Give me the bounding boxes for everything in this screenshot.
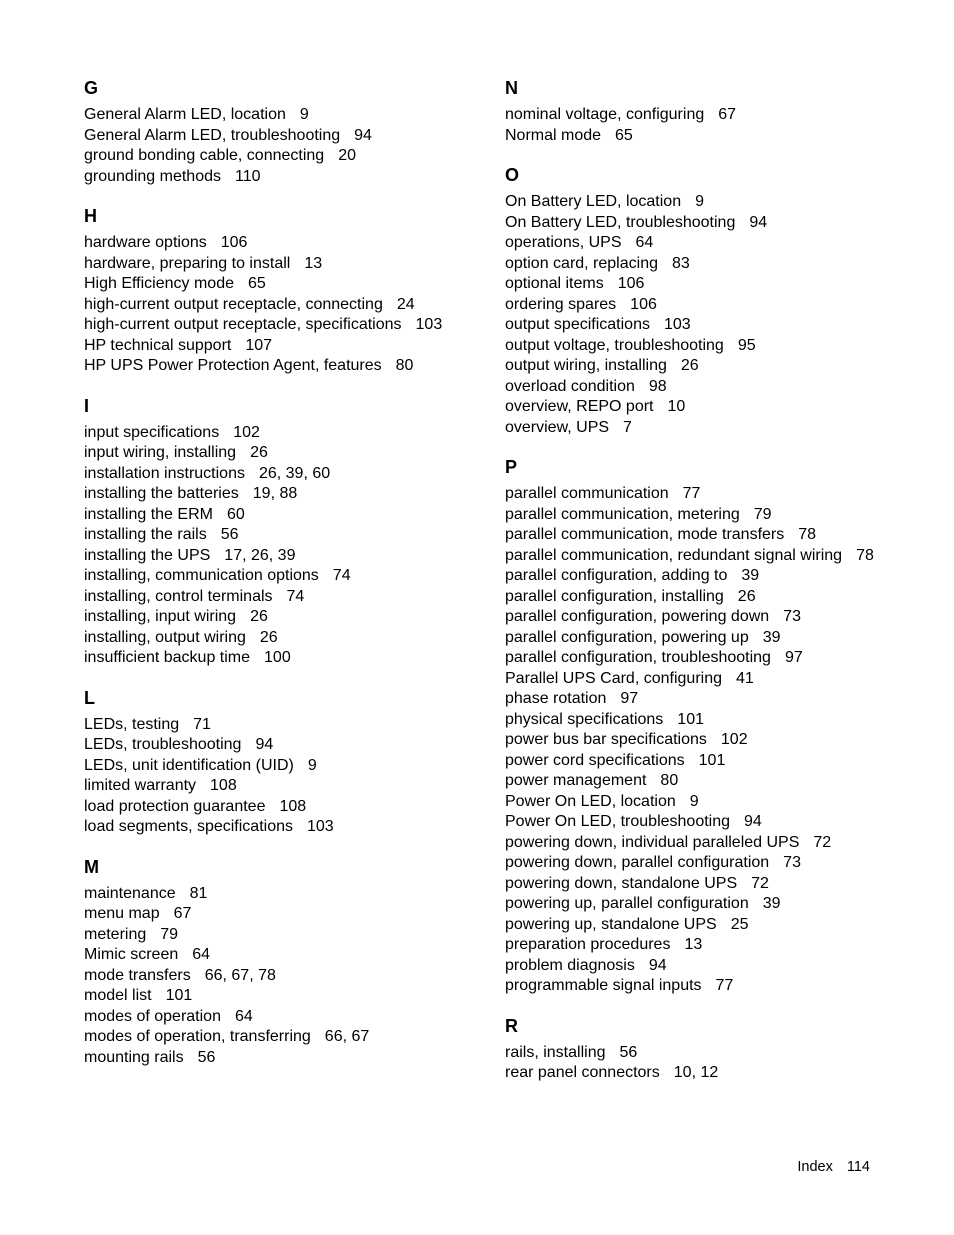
section-letter: M <box>84 856 99 877</box>
entry-pages-link[interactable]: 101 <box>165 987 193 1004</box>
entry-pages-link[interactable]: 107 <box>245 336 273 354</box>
entry-term: menu map <box>84 905 160 922</box>
index-column-left <box>84 74 504 1083</box>
entry-pages-link[interactable]: 72 <box>751 874 769 892</box>
index-entry <box>84 315 504 336</box>
entry-term: parallel communication, redundant signal wiring <box>505 546 843 564</box>
entry-pages-link[interactable]: 95 <box>737 336 756 354</box>
index-entry <box>505 315 925 336</box>
entry-pages-link[interactable]: 106 <box>630 295 657 313</box>
entry-term: parallel configuration, adding to <box>505 567 728 584</box>
entry-pages-link[interactable]: 26 <box>259 628 278 646</box>
entry-term: powering up, parallel configuration <box>505 895 749 912</box>
entry-pages-link[interactable]: 71 <box>193 715 211 733</box>
entry-pages-link[interactable]: 94 <box>354 126 372 144</box>
index-entry <box>84 797 504 818</box>
entry-term: modes of operation <box>84 1007 221 1025</box>
entry-term: modes of operation, transferring <box>84 1028 311 1045</box>
index-entry <box>505 525 925 546</box>
entry-term: high-current output receptacle, specifications <box>84 316 402 333</box>
entry-pages-link[interactable]: 73 <box>783 854 801 871</box>
entry-pages-link[interactable]: 17, 26, 39 <box>224 546 296 564</box>
index-entry <box>505 213 925 234</box>
section-letter: R <box>505 1015 518 1036</box>
entry-term: powering up, standalone UPS <box>505 915 717 933</box>
entry-pages-link[interactable]: 39 <box>762 895 781 912</box>
index-entry <box>84 776 504 797</box>
index-entry <box>84 986 504 1007</box>
index-entry <box>84 167 504 188</box>
index-entry <box>505 587 925 608</box>
index-entry <box>505 751 925 772</box>
entry-pages-link[interactable]: 26 <box>737 587 756 605</box>
entry-term: LEDs, testing <box>84 715 180 733</box>
index-section-r <box>505 1012 925 1084</box>
index-entry <box>505 295 925 316</box>
entry-term: limited warranty <box>84 777 197 794</box>
entry-term: rails, installing <box>505 1043 606 1061</box>
index-entry <box>84 233 504 254</box>
entry-term: mounting rails <box>84 1048 184 1066</box>
section-letter: H <box>84 206 97 226</box>
entry-term: HP technical support <box>84 336 232 354</box>
index-entry <box>505 566 925 587</box>
entry-pages-link[interactable]: 72 <box>813 833 832 851</box>
entry-pages-link[interactable]: 10, 12 <box>673 1064 719 1081</box>
index-entry <box>505 648 925 669</box>
index-entry <box>505 812 925 833</box>
entry-pages-link[interactable]: 39 <box>762 628 781 646</box>
entry-term: General Alarm LED, troubleshooting <box>84 126 341 144</box>
entry-pages-link[interactable]: 81 <box>189 884 208 902</box>
index-entry <box>84 464 504 485</box>
index-entry <box>505 233 925 254</box>
entry-pages-link[interactable]: 39 <box>741 567 760 584</box>
index-entry <box>505 628 925 649</box>
entry-pages-link[interactable]: 97 <box>784 649 803 666</box>
index-entry <box>84 274 504 295</box>
entry-pages-link[interactable]: 102 <box>233 423 260 441</box>
section-letter: L <box>84 687 95 708</box>
index-entry <box>84 126 504 147</box>
index-entry <box>84 336 504 357</box>
entry-pages-link[interactable]: 19, 88 <box>252 485 298 502</box>
index-entry <box>84 966 504 987</box>
entry-term: installing, control terminals <box>84 587 273 605</box>
entry-pages-link[interactable]: 77 <box>715 977 734 994</box>
index-entry <box>505 956 925 977</box>
index-entry <box>505 1063 925 1084</box>
entry-term: parallel configuration, powering up <box>505 628 749 646</box>
entry-pages-link[interactable]: 24 <box>396 295 415 313</box>
entry-pages-link[interactable]: 102 <box>720 731 748 748</box>
index-entry <box>84 925 504 946</box>
index-entry <box>84 1027 504 1048</box>
index-entry <box>84 146 504 167</box>
index-entry <box>505 274 925 295</box>
entry-pages-link[interactable]: 13 <box>684 936 703 953</box>
section-letter: I <box>84 395 90 416</box>
index-entry <box>505 356 925 377</box>
entry-pages-link[interactable]: 26, 39, 60 <box>258 464 331 482</box>
entry-pages-link[interactable]: 26 <box>680 357 699 374</box>
entry-term: maintenance <box>84 884 176 902</box>
entry-term: input wiring, installing <box>84 444 237 461</box>
entry-pages-link[interactable]: 20 <box>338 147 356 164</box>
index-section-h <box>84 202 504 377</box>
index-entry <box>84 356 504 377</box>
entry-pages-link[interactable]: 41 <box>736 669 754 687</box>
entry-term: physical specifications <box>505 710 664 728</box>
index-entry <box>505 730 925 751</box>
entry-term: parallel configuration, installing <box>505 587 724 605</box>
entry-term: phase rotation <box>505 690 607 707</box>
entry-pages-link[interactable]: 67 <box>718 106 737 123</box>
entry-pages-link[interactable]: 94 <box>648 956 667 974</box>
index-entry <box>505 607 925 628</box>
section-letter: N <box>505 78 518 98</box>
entry-term: installing the UPS <box>84 546 211 564</box>
entry-pages-link[interactable]: 97 <box>620 690 639 707</box>
entry-term: load protection guarantee <box>84 797 266 815</box>
entry-pages-link[interactable]: 94 <box>255 736 274 753</box>
entry-pages-link[interactable]: 7 <box>623 418 632 436</box>
entry-pages-link[interactable]: 10 <box>667 398 686 415</box>
index-entry <box>505 935 925 956</box>
entry-term: optional items <box>505 275 604 292</box>
entry-pages-link[interactable]: 103 <box>663 316 691 333</box>
entry-pages-link[interactable]: 74 <box>332 567 351 584</box>
entry-term: metering <box>84 925 147 943</box>
index-entry <box>84 904 504 925</box>
index-section-n <box>505 74 925 146</box>
index-entry <box>505 192 925 213</box>
section-letter: O <box>505 165 520 185</box>
entry-pages-link[interactable]: 101 <box>677 710 704 728</box>
entry-term: nominal voltage, configuring <box>505 106 705 123</box>
entry-term: grounding methods <box>84 167 221 185</box>
entry-term: hardware options <box>84 234 207 251</box>
entry-pages-link[interactable]: 80 <box>660 772 679 789</box>
entry-term: powering down, parallel configuration <box>505 854 770 871</box>
index-column-right <box>505 74 925 1099</box>
entry-term: Power On LED, location <box>505 792 676 810</box>
entry-term: Mimic screen <box>84 946 179 963</box>
index-entry <box>505 105 925 126</box>
index-entry <box>84 756 504 777</box>
entry-term: Power On LED, troubleshooting <box>505 813 731 830</box>
index-entry <box>505 336 925 357</box>
index-entry <box>505 1043 925 1064</box>
entry-pages-link[interactable]: 108 <box>279 797 307 815</box>
entry-term: power bus bar specifications <box>505 731 707 748</box>
entry-term: parallel configuration, powering down <box>505 608 770 625</box>
index-entry <box>505 126 925 147</box>
section-letter: G <box>84 78 99 98</box>
index-entry <box>84 254 504 275</box>
entry-term: On Battery LED, location <box>505 193 682 210</box>
entry-pages-link[interactable]: 66, 67 <box>324 1028 370 1045</box>
entry-pages-link[interactable]: 103 <box>307 818 334 835</box>
entry-pages-link[interactable]: 9 <box>689 792 699 810</box>
entry-term: parallel communication <box>505 485 669 502</box>
entry-pages-link[interactable]: 77 <box>682 485 701 502</box>
entry-pages-link[interactable]: 60 <box>226 505 245 523</box>
entry-term: Parallel UPS Card, configuring <box>505 669 722 687</box>
entry-term: installing, output wiring <box>84 628 246 646</box>
entry-term: output specifications <box>505 316 650 333</box>
index-entry <box>84 945 504 966</box>
entry-pages-link[interactable]: 94 <box>749 213 768 231</box>
index-entry <box>84 628 504 649</box>
index-entry <box>505 505 925 526</box>
index-entry <box>84 607 504 628</box>
section-letter: P <box>505 457 518 477</box>
index-entry <box>505 792 925 813</box>
index-entry <box>84 735 504 756</box>
entry-pages-link[interactable]: 9 <box>307 756 317 774</box>
entry-term: output voltage, troubleshooting <box>505 336 724 354</box>
page-number: 114 <box>846 1159 870 1175</box>
entry-term: overview, REPO port <box>505 398 654 415</box>
entry-pages-link[interactable]: 79 <box>160 925 179 943</box>
index-entry <box>505 771 925 792</box>
index-section-m <box>84 853 504 1069</box>
index-entry <box>84 587 504 608</box>
entry-pages-link[interactable]: 26 <box>250 444 268 461</box>
entry-term: model list <box>84 987 152 1004</box>
index-entry <box>84 295 504 316</box>
entry-pages-link[interactable]: 79 <box>753 505 772 523</box>
entry-pages-link[interactable]: 101 <box>698 751 726 769</box>
index-entry <box>505 976 925 997</box>
entry-pages-link[interactable]: 98 <box>648 377 667 395</box>
entry-pages-link[interactable]: 106 <box>617 275 645 292</box>
entry-pages-link[interactable]: 74 <box>286 587 305 605</box>
entry-term: High Efficiency mode <box>84 275 234 292</box>
index-entry <box>84 648 504 669</box>
entry-pages-link[interactable]: 73 <box>783 608 801 625</box>
index-entry <box>505 710 925 731</box>
index-entry <box>505 418 925 439</box>
index-entry <box>84 505 504 526</box>
entry-pages-link[interactable]: 25 <box>730 915 749 933</box>
entry-pages-link[interactable]: 103 <box>415 316 443 333</box>
index-entry <box>505 397 925 418</box>
entry-term: overview, UPS <box>505 418 610 436</box>
entry-term: Normal mode <box>505 126 602 144</box>
entry-pages-link[interactable]: 83 <box>671 254 690 272</box>
index-entry <box>505 689 925 710</box>
entry-term: installing the rails <box>84 526 207 543</box>
entry-pages-link[interactable]: 100 <box>264 649 291 666</box>
entry-pages-link[interactable]: 9 <box>695 193 704 210</box>
index-entry <box>84 443 504 464</box>
index-entry <box>505 669 925 690</box>
entry-term: installing, communication options <box>84 567 319 584</box>
entry-pages-link[interactable]: 56 <box>619 1043 638 1061</box>
index-entry <box>84 423 504 444</box>
index-entry <box>84 546 504 567</box>
entry-term: power management <box>505 772 647 789</box>
index-entry <box>84 484 504 505</box>
index-section-l <box>84 684 504 838</box>
entry-pages-link[interactable]: 65 <box>248 275 266 292</box>
entry-term: option card, replacing <box>505 254 658 272</box>
entry-term: installing the ERM <box>84 505 213 523</box>
index-entry <box>84 715 504 736</box>
entry-term: installing the batteries <box>84 485 239 502</box>
index-section-o <box>505 161 925 438</box>
entry-pages-link[interactable]: 110 <box>234 167 261 185</box>
index-entry <box>84 817 504 838</box>
entry-term: power cord specifications <box>505 751 685 769</box>
index-entry <box>505 894 925 915</box>
entry-term: problem diagnosis <box>505 956 635 974</box>
entry-term: installing, input wiring <box>84 608 237 625</box>
entry-pages-link[interactable]: 26 <box>250 608 268 625</box>
entry-pages-link[interactable]: 80 <box>395 357 414 374</box>
entry-pages-link[interactable]: 64 <box>234 1007 253 1025</box>
index-entry <box>505 874 925 895</box>
entry-term: mode transfers <box>84 966 191 984</box>
entry-pages-link[interactable]: 56 <box>197 1048 216 1066</box>
entry-term: On Battery LED, troubleshooting <box>505 213 736 231</box>
entry-term: installation instructions <box>84 464 245 482</box>
entry-term: operations, UPS <box>505 234 622 251</box>
index-entry <box>505 915 925 936</box>
entry-pages-link[interactable]: 64 <box>635 234 654 251</box>
entry-term: insufficient backup time <box>84 649 251 666</box>
entry-pages-link[interactable]: 108 <box>210 777 237 794</box>
index-section-g <box>84 74 504 187</box>
entry-pages-link[interactable]: 64 <box>192 946 211 963</box>
entry-pages-link[interactable]: 66, 67, 78 <box>204 966 276 984</box>
entry-term: output wiring, installing <box>505 357 667 374</box>
entry-pages-link[interactable]: 94 <box>744 813 762 830</box>
entry-term: parallel communication, metering <box>505 505 740 523</box>
index-entry <box>84 1007 504 1028</box>
entry-term: programmable signal inputs <box>505 977 702 994</box>
entry-term: powering down, standalone UPS <box>505 874 738 892</box>
entry-pages-link[interactable]: 9 <box>299 106 309 123</box>
entry-pages-link[interactable]: 56 <box>220 526 239 543</box>
index-entry <box>84 105 504 126</box>
entry-term: ground bonding cable, connecting <box>84 147 325 164</box>
index-entry <box>84 566 504 587</box>
index-entry <box>505 546 925 567</box>
entry-pages-link[interactable]: 78 <box>856 546 874 564</box>
entry-pages-link[interactable]: 106 <box>220 234 248 251</box>
entry-term: General Alarm LED, location <box>84 106 286 123</box>
footer-label: Index <box>797 1159 833 1175</box>
entry-term: overload condition <box>505 377 635 395</box>
entry-term: load segments, specifications <box>84 818 293 835</box>
entry-term: powering down, individual paralleled UPS <box>505 833 800 851</box>
index-entry <box>84 1048 504 1069</box>
index-entry <box>84 525 504 546</box>
index-section-i <box>84 392 504 669</box>
entry-term: LEDs, unit identification (UID) <box>84 756 294 774</box>
entry-pages-link[interactable]: 65 <box>615 126 633 144</box>
index-section-p <box>505 453 925 997</box>
index-entry <box>84 884 504 905</box>
entry-pages-link[interactable]: 67 <box>173 905 192 922</box>
index-entry <box>505 833 925 854</box>
entry-term: high-current output receptacle, connecting <box>84 295 383 313</box>
index-entry <box>505 254 925 275</box>
page-footer <box>797 1157 870 1177</box>
index-entry <box>505 377 925 398</box>
entry-term: hardware, preparing to install <box>84 254 291 272</box>
entry-term: LEDs, troubleshooting <box>84 736 242 753</box>
entry-term: preparation procedures <box>505 936 671 953</box>
entry-term: ordering spares <box>505 295 617 313</box>
entry-pages-link[interactable]: 13 <box>304 254 323 272</box>
index-entry <box>505 853 925 874</box>
entry-term: parallel configuration, troubleshooting <box>505 649 771 666</box>
entry-term: parallel communication, mode transfers <box>505 526 785 543</box>
entry-term: rear panel connectors <box>505 1064 660 1081</box>
entry-term: HP UPS Power Protection Agent, features <box>84 357 382 374</box>
entry-pages-link[interactable]: 78 <box>798 526 817 543</box>
index-entry <box>505 484 925 505</box>
entry-term: input specifications <box>84 423 220 441</box>
